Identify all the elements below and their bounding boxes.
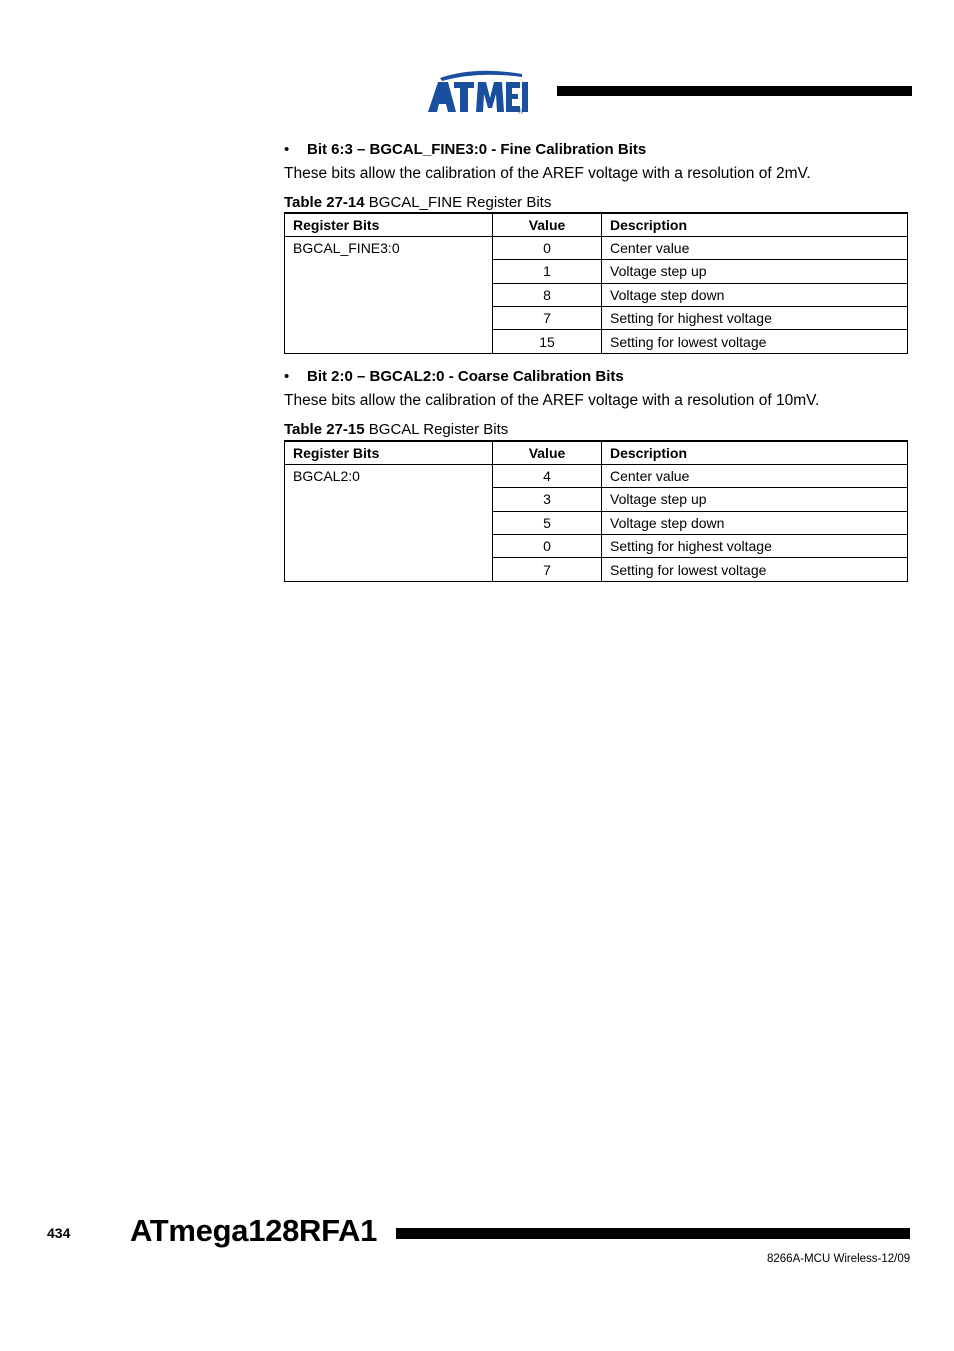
table-header-row	[285, 441, 908, 464]
document-id: 8266A-MCU Wireless-12/09	[767, 1253, 911, 1265]
description-cell: Voltage step up	[602, 488, 908, 511]
paragraph-fine: These bits allow the calibration of the AREF voltage with a resolution of 2mV.	[284, 165, 811, 182]
bullet: •	[284, 141, 290, 158]
table-row	[285, 236, 908, 259]
bgcal-fine-table	[284, 212, 908, 354]
value-cell: 15	[493, 330, 602, 353]
description-cell: Voltage step down	[602, 283, 908, 306]
value-cell: 3	[493, 488, 602, 511]
header-rule	[557, 86, 912, 96]
value-cell: 0	[493, 535, 602, 558]
caption-title: BGCAL Register Bits	[364, 421, 509, 438]
registered-mark: ®	[518, 109, 524, 116]
value-cell: 1	[493, 260, 602, 283]
value-cell: 8	[493, 283, 602, 306]
paragraph-coarse: These bits allow the calibration of the AREF voltage with a resolution of 10mV.	[284, 392, 820, 409]
footer-rule	[396, 1228, 910, 1239]
value-cell: 5	[493, 511, 602, 534]
section-heading-fine	[284, 141, 646, 158]
caption-label: Table 27-14	[284, 194, 365, 211]
description-cell: Center value	[602, 464, 908, 487]
description-cell: Center value	[602, 236, 908, 259]
header-description: Description	[602, 441, 908, 464]
header-register-bits: Register Bits	[285, 441, 493, 464]
description-cell: Setting for lowest voltage	[602, 330, 908, 353]
heading-text: Bit 2:0 – BGCAL2:0 - Coarse Calibration Bits	[307, 368, 624, 385]
section-heading-coarse	[284, 368, 624, 385]
page-number: 434	[47, 1225, 71, 1241]
description-cell: Voltage step up	[602, 260, 908, 283]
header-value: Value	[493, 213, 602, 236]
table-caption-coarse	[284, 421, 508, 438]
header-description: Description	[602, 213, 908, 236]
table-header-row	[285, 213, 908, 236]
value-cell: 4	[493, 464, 602, 487]
header-register-bits: Register Bits	[285, 213, 493, 236]
bullet: •	[284, 368, 290, 385]
caption-label: Table 27-15	[284, 421, 365, 438]
heading-text: Bit 6:3 – BGCAL_FINE3:0 - Fine Calibration Bits	[307, 141, 647, 158]
register-name: BGCAL_FINE3:0	[285, 236, 493, 353]
description-cell: Voltage step down	[602, 511, 908, 534]
header-value: Value	[493, 441, 602, 464]
caption-title: BGCAL_FINE Register Bits	[364, 194, 552, 211]
value-cell: 7	[493, 307, 602, 330]
table-caption-fine	[284, 194, 551, 211]
value-cell: 0	[493, 236, 602, 259]
bgcal-table	[284, 440, 908, 582]
register-name: BGCAL2:0	[285, 464, 493, 581]
table-row	[285, 464, 908, 487]
product-title: ATmega128RFA1	[130, 1213, 378, 1248]
description-cell: Setting for highest voltage	[602, 307, 908, 330]
atmel-logo	[426, 68, 530, 116]
value-cell: 7	[493, 558, 602, 581]
description-cell: Setting for highest voltage	[602, 535, 908, 558]
description-cell: Setting for lowest voltage	[602, 558, 908, 581]
